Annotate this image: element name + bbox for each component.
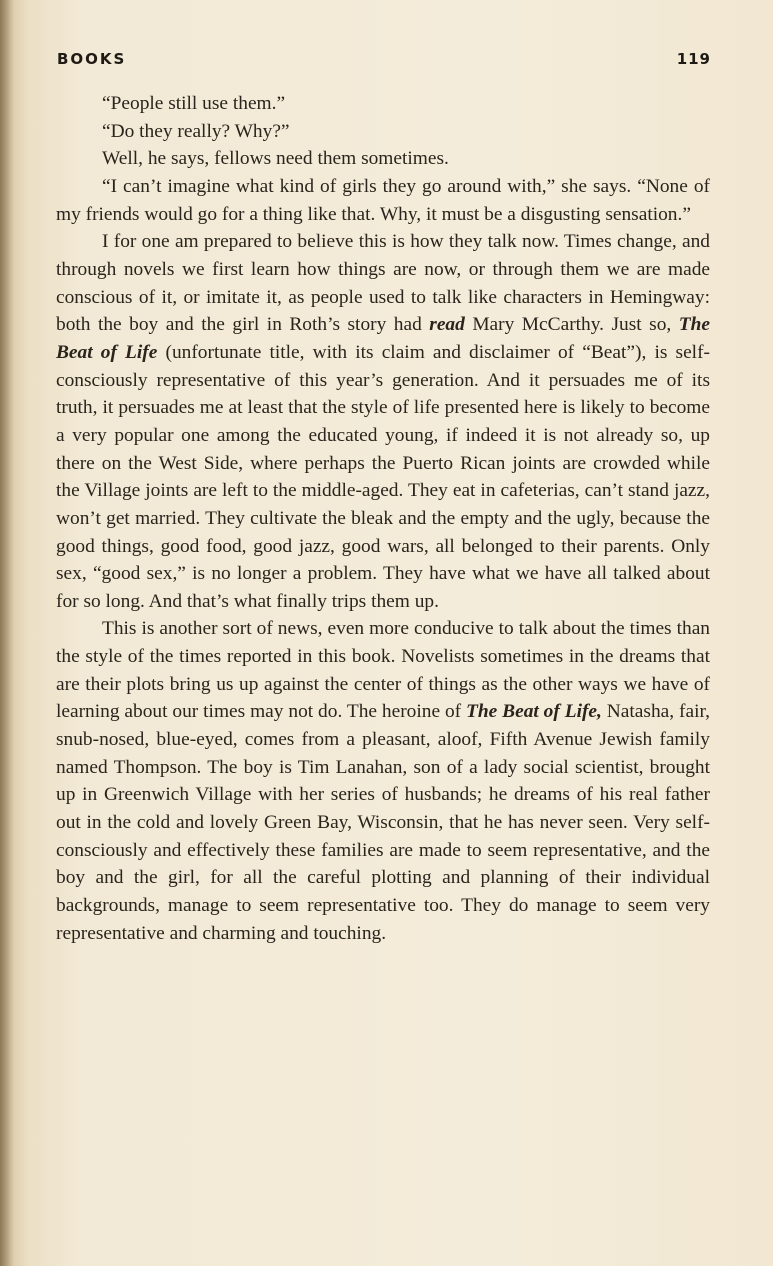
paragraph-text: “Do they really? Why?”	[102, 120, 290, 142]
paragraph	[56, 228, 710, 615]
paragraph	[56, 118, 710, 146]
paragraph-text: “People still use them.”	[102, 93, 286, 114]
italic-text: read	[429, 314, 465, 336]
page-number: 119	[676, 50, 711, 68]
section-title: BOOKS	[57, 50, 127, 68]
paragraph-text: “I can’t imagine what kind of girls they go around with,” she says. “None of my friends would go for a thing like that. Why, it must be a disgusting sensation.”	[56, 175, 710, 225]
paragraph-text: I for one am prepared to believe this is how they talk now. Times change, and through novels we first learn how things are now, or through them we are made conscious of it, or imitate it, as people used to talk like characters in Hemingway: both the boy and the girl in Roth’s story had	[56, 231, 710, 336]
paragraph-text: Natasha, fair, snub-nosed, blue-eyed, comes from a pleasant, aloof, Fifth Avenue Jewish family named Thompson. The boy is Tim Lanahan, son of a lady social scientist, brought up in Greenwich Village with her series of husbands; he dreams of his real father out in the cold and lovely Green Bay, Wisconsin, that he has never seen. Very self-consciously and effectively these families are made to seem representative, and the boy and the girl, for all the careful plotting and planning of their individual backgrounds, manage to seem representative too. They do manage to seem very representative and charming and touching.	[56, 701, 710, 944]
italic-text: The Beat of Life,	[466, 701, 602, 723]
paragraph	[56, 615, 710, 947]
paragraph-text: Well, he says, fellows need them sometimes.	[102, 148, 449, 170]
paragraph-text: (unfortunate title, with its claim and disclaimer of “Beat”), is self-consciously representative of this year’s generation. And it persuades me of its truth, it persuades me at least that the style of life presented here is likely to become a very popular one among the educated young, if indeed it is not already so, up there on the West Side, where perhaps the Puerto Rican joints are crowded while the Village joints are left to the middle-aged. They eat in cafeterias, can’t stand jazz, won’t get married. They cultivate the bleak and the empty and the ugly, because the good things, good food, good jazz, good wars, all belonged to their parents. Only sex, “good sex,” is no longer a problem. They have what we have all talked about for so long. And that’s what finally trips them up.	[56, 341, 710, 612]
paragraph-text: Mary McCarthy. Just so,	[464, 314, 679, 336]
paragraph-text: This is another sort of news, even more conducive to talk about the times than the style of the times reported in this book. Novelists sometimes in the dreams that are their plots bring us up against the center of things as the other ways we have of learning about our times may not do. The heroine of	[56, 618, 710, 723]
italic-text: The Beat of Life	[56, 314, 711, 363]
spine-shadow	[0, 0, 14, 1266]
paragraph	[56, 90, 710, 118]
paragraph	[56, 145, 710, 173]
paragraph	[56, 173, 710, 228]
body-text	[56, 90, 710, 947]
running-head	[57, 50, 711, 74]
